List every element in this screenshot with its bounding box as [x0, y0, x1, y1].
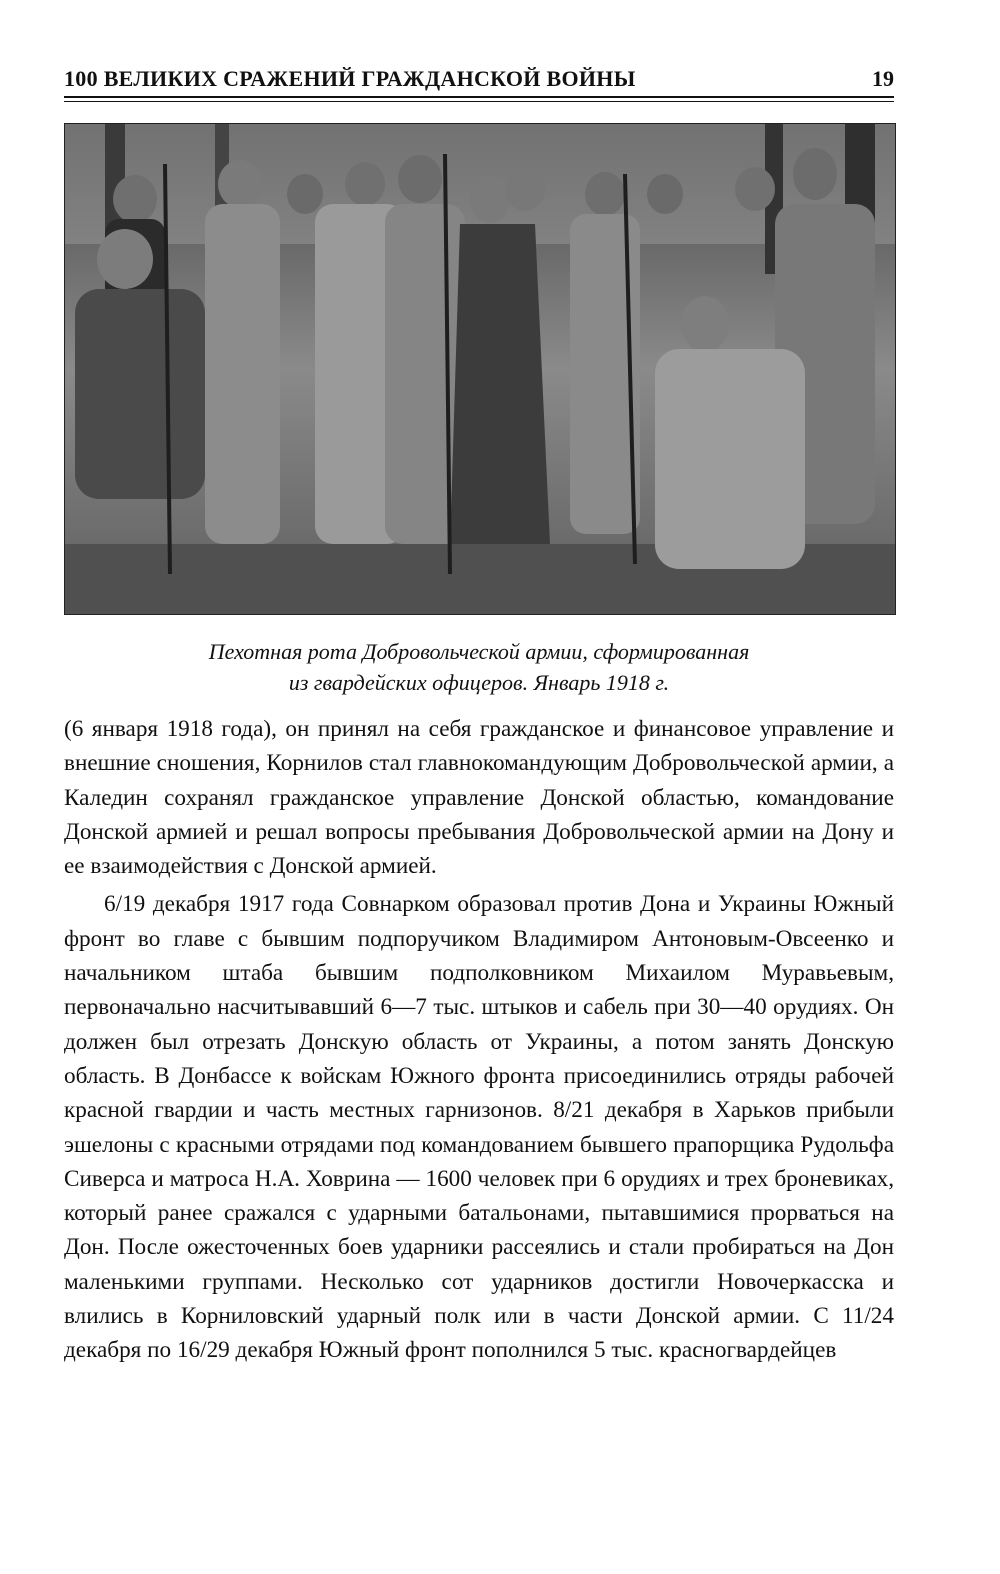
body-text [64, 712, 894, 1368]
historical-photo [64, 123, 896, 615]
caption-line: из гвардейских офицеров. Январь 1918 г. [288, 670, 670, 695]
paragraph: (6 января 1918 года), он принял на себя гражданское и финансовое управление и внешние сношения, Корнилов стал главнокомандующим Добровольческой армии, а Каледин сохранял гражданское управление Донской областью, командование Донской армией и решал вопросы пребывания Добровольческой армии на Дону и ее взаимодействия с Донской армией. [64, 716, 894, 880]
running-title: 100 ВЕЛИКИХ СРАЖЕНИЙ ГРАЖДАНСКОЙ ВОЙНЫ [64, 66, 636, 91]
header-rule [64, 96, 894, 98]
page-number: 19 [872, 66, 894, 91]
running-header [64, 62, 894, 94]
paragraph: 6/19 декабря 1917 года Совнарком образовал против Дона и Украины Южный фронт во главе с бывшим подпоручиком Владимиром Антоновым-Овсеенко и начальником штаба бывшим подполковником Михаилом Муравьевым, первоначально насчитывавший 6—7 тыс. штыков и сабель при 30—40 орудиях. Он должен был отрезать Донскую область от Украины, а потом занять Донскую область. В Донбассе к войскам Южного фронта присоединились отряды рабочей красной гвардии и часть местных гарнизонов. 8/21 декабря в Харьков прибыли эшелоны с красными отрядами под командованием бывшего прапорщика Рудольфа Сиверса и матроса Н.А. Ховрина — 1600 человек при 6 орудиях и трех броневиках, который ранее сражался с ударными батальонами, пытавшимися прорваться на Дон. После ожесточенных боев ударники рассеялись и стали пробираться на Дон маленькими группами. Несколько сот ударников достигли Новочеркасска и влились в Корниловский ударный полк или в части Донской армии. С 11/24 декабря по 16/29 декабря Южный фронт пополнился 5 тыс. красногвардейцев [64, 891, 894, 1364]
photo-caption [64, 636, 894, 698]
caption-line: Пехотная рота Добровольческой армии, сформированная [208, 639, 750, 664]
header-rule-thin [64, 101, 894, 102]
